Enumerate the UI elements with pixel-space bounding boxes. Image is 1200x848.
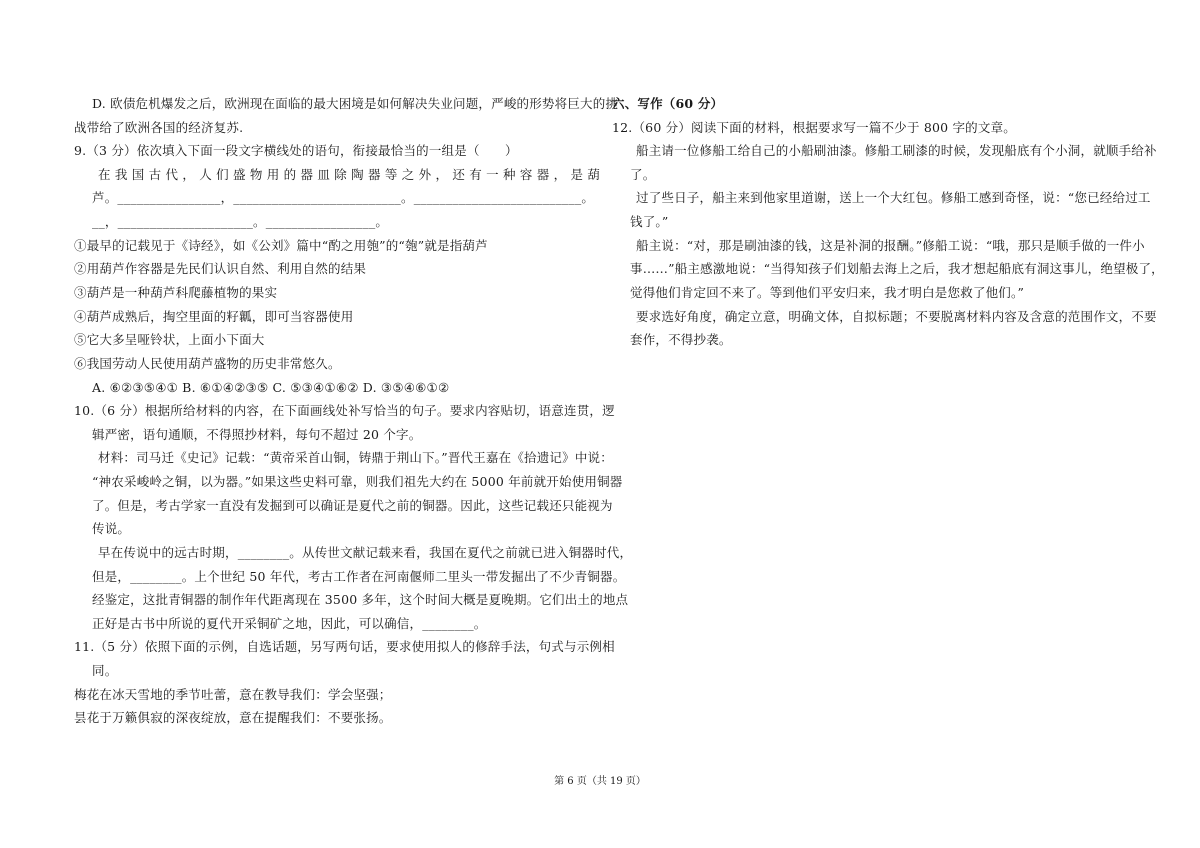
q10-text-line4: 正好是古书中所说的夏代开采铜矿之地，因此，可以确信，________。: [92, 616, 487, 631]
q9-item-1: ①最早的记载见于《诗经》，如《公刘》篇中“酌之用匏”的“匏”就是指葫芦: [74, 238, 488, 253]
section-title-writing: 六、写作（60 分）: [612, 96, 724, 111]
q10-text-line1: 早在传说中的远古时期，________。从传世文献记载来看，我国在夏代之前就已进入铜器时代，: [98, 545, 633, 560]
q12-requirement-line1: 要求选好角度，确定立意，明确文体，自拟标题；不要脱离材料内容及含意的范围作文，不要: [636, 309, 1157, 324]
q9-item-5: ⑤它大多呈哑铃状，上面小下面大: [74, 332, 265, 347]
q10-text-line2: 但是，________。上个世纪 50 年代，考古工作者在河南偃师二里头一带发掘出了不少青铜器。: [92, 569, 626, 584]
q10-material-line2: “神农采峻岭之铜，以为器。”如果这些史料可靠，则我们祖先大约在 5000 年前就开始使用铜器: [92, 474, 623, 489]
q11-example-line1: 梅花在冰天雪地的季节吐蕾，意在教导我们：学会坚强；: [74, 687, 392, 702]
q8-option-d-line2: 战带给了欧洲各国的经济复苏.: [74, 120, 244, 135]
q10-material-line4: 传说。: [92, 521, 131, 536]
q10-material-line1: 材料：司马迁《史记》记载：“黄帝采首山铜，铸鼎于荆山下。”晋代王嘉在《拾遗记》中说：: [98, 450, 613, 465]
q11-stem-line2: 同。: [92, 663, 118, 678]
q9-options: A. ⑥②③⑤④① B. ⑥①④②③⑤ C. ⑤③④①⑥② D. ③⑤④⑥①②: [92, 380, 450, 395]
q9-item-6: ⑥我国劳动人民使用葫芦盛物的历史非常悠久。: [74, 356, 341, 371]
q10-material-line3: 了。但是，考古学家一直没有发掘到可以确证是夏代之前的铜器。因此，这些记载还只能视为: [92, 498, 613, 513]
q11-stem-line1: 11.（5 分）依照下面的示例，自选话题，另写两句话，要求使用拟人的修辞手法，句式与示例相: [74, 639, 615, 654]
q9-stem: 9.（3 分）依次填入下面一段文字横线处的语句，衔接最恰当的一组是（ ）: [74, 143, 518, 158]
q10-stem-line1: 10.（6 分）根据所给材料的内容，在下面画线处补写恰当的句子。要求内容贴切，语意连贯，逻: [74, 403, 615, 418]
q12-para1-line1: 船主请一位修船工给自己的小船刷油漆。修船工刷漆的时候，发现船底有个小洞，就顺手给补: [636, 143, 1157, 158]
q9-item-4: ④葫芦成熟后，掏空里面的籽瓤，即可当容器使用: [74, 309, 354, 324]
q12-para2-line1: 过了些日子，船主来到他家里道谢，送上一个大红包。修船工感到奇怪，说：“您已经给过工: [636, 190, 1151, 205]
q10-text-line3: 经鉴定，这批青铜器的制作年代距离现在 3500 多年，这个时间大概是夏晚期。它们出土的地点: [92, 592, 629, 607]
q12-para3-line1: 船主说：“对，那是刷油漆的钱，这是补洞的报酬。”修船工说：“哦，那只是顺手做的一件小: [636, 238, 1145, 253]
q8-option-d-line1: D. 欧债危机爆发之后，欧洲现在面临的最大困境是如何解决失业问题，严峻的形势将巨大的挑: [92, 96, 619, 111]
q9-passage-line2: 芦。________________，__________________________。__________________________。: [92, 190, 595, 205]
q12-para3-line3: 觉得他们肯定回不来了。等到他们平安归来，我才明白是您救了他们。”: [630, 285, 1025, 300]
page-number: 第 6 页（共 19 页）: [554, 776, 646, 787]
q11-example-line2: 昙花于万籁俱寂的深夜绽放，意在提醒我们：不要张扬。: [74, 710, 392, 725]
q9-passage-line1: 在 我 国 古 代 ， 人 们 盛 物 用 的 器 皿 除 陶 器 等 之 外 ， 还 有 一 种 容 器 ， 是 葫: [98, 167, 601, 182]
q12-requirement-line2: 套作，不得抄袭。: [630, 332, 732, 347]
q12-stem: 12.（60 分）阅读下面的材料，根据要求写一篇不少于 800 字的文章。: [612, 120, 1016, 135]
q9-item-3: ③葫芦是一种葫芦科爬藤植物的果实: [74, 285, 278, 300]
q10-stem-line2: 辑严密，语句通顺，不得照抄材料，每句不超过 20 个字。: [92, 427, 422, 442]
q9-passage-line3: __，_____________________。_________________。: [92, 214, 389, 229]
q9-item-2: ②用葫芦作容器是先民们认识自然、利用自然的结果: [74, 261, 367, 276]
q12-para1-line2: 了。: [630, 167, 656, 182]
q12-para2-line2: 钱了。”: [630, 214, 669, 229]
q12-para3-line2: 事……”船主感激地说：“当得知孩子们划船去海上之后，我才想起船底有洞这事儿，绝望极了，: [630, 261, 1164, 276]
